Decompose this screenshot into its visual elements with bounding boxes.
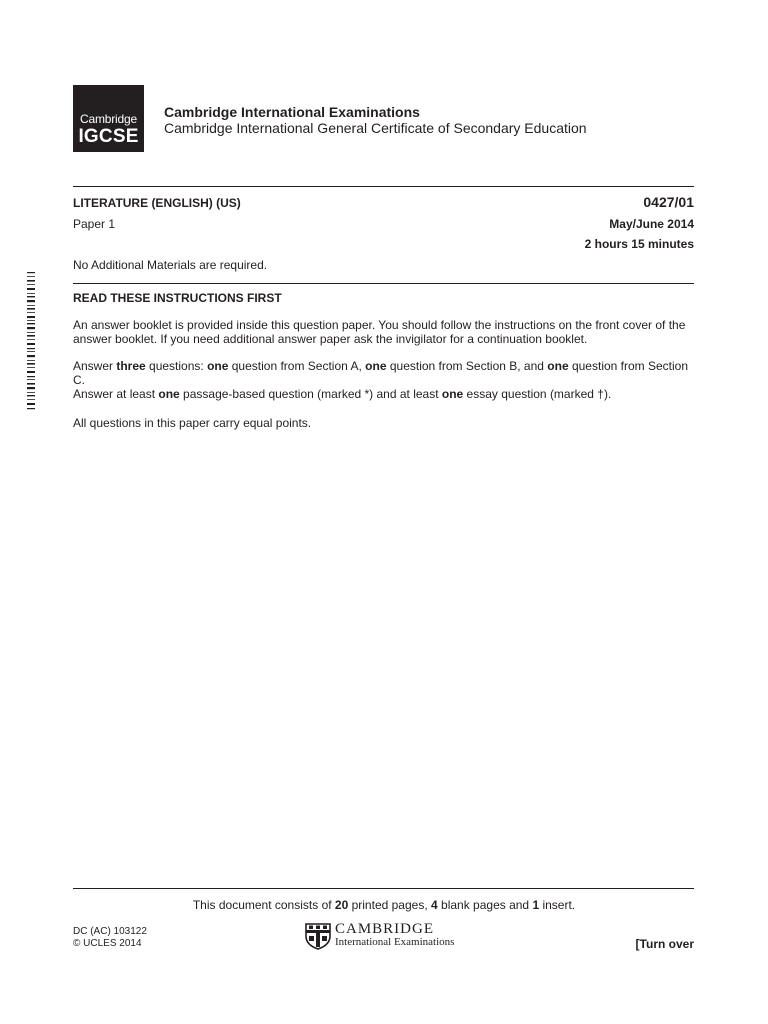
barcode-digit <box>27 382 36 391</box>
header-divider <box>73 186 694 187</box>
instructions-paragraph-points: All questions in this paper carry equal points. <box>73 416 312 430</box>
footer-divider <box>73 888 694 889</box>
instructions-paragraph-booklet: An answer booklet is provided inside this question paper. You should follow the instructions on the front cover of the answer booklet. If you need additional answer paper ask the invigilator for a continuation booklet. <box>73 318 686 346</box>
text-run: This document consists of <box>192 898 335 912</box>
text-run: question from Section B, and <box>386 359 548 373</box>
cambridge-igcse-logo <box>73 85 144 152</box>
barcode-digit <box>27 355 36 364</box>
copyright-notice: © UCLES 2014 <box>73 938 142 949</box>
document-summary <box>0 898 768 912</box>
instructions-paragraph-answer <box>73 359 695 401</box>
board-title: Cambridge International Examinations <box>164 104 420 120</box>
text-run: blank pages and <box>437 898 533 912</box>
barcode-digits <box>27 272 36 410</box>
instructions-divider <box>73 283 694 284</box>
text-run: insert. <box>539 898 576 912</box>
text-run-bold: one <box>365 359 387 373</box>
text-run: Answer <box>73 359 117 373</box>
text-run-bold: one <box>158 387 180 401</box>
barcode-digit <box>27 272 36 281</box>
logo-line2: IGCSE <box>78 126 139 147</box>
cambridge-crest-icon <box>304 922 332 950</box>
barcode-digit <box>27 290 36 299</box>
text-run: question from Section A, <box>228 359 366 373</box>
text-run: questions: <box>145 359 208 373</box>
materials-note: No Additional Materials are required. <box>73 258 268 272</box>
text-run: passage-based question (marked *) and at least <box>179 387 442 401</box>
barcode-digit <box>27 281 36 290</box>
cambridge-wordmark-subtitle: International Examinations <box>335 936 455 948</box>
text-run: printed pages, <box>348 898 431 912</box>
cambridge-wordmark: CAMBRIDGE <box>335 921 435 937</box>
barcode-digit <box>27 364 36 373</box>
barcode-digit <box>27 392 36 401</box>
document-reference: DC (AC) 103122 <box>73 926 147 937</box>
barcode-digit <box>27 373 36 382</box>
printed-pages-count: 20 <box>334 898 349 912</box>
insert-count: 1 <box>532 898 540 912</box>
subject-title: LITERATURE (ENGLISH) (US) <box>73 196 241 210</box>
logo-line1: Cambridge <box>80 112 137 126</box>
text-run-bold: one <box>207 359 229 373</box>
barcode-digit <box>27 300 36 309</box>
paper-number: Paper 1 <box>73 217 116 231</box>
text-run: question from Section C. <box>73 359 689 387</box>
syllabus-code: 0427/01 <box>643 194 694 210</box>
barcode-digit <box>27 327 36 336</box>
exam-duration: 2 hours 15 minutes <box>584 237 694 251</box>
text-run-bold: one <box>547 359 569 373</box>
barcode-digit <box>27 336 36 345</box>
barcode-digit <box>27 318 36 327</box>
barcode-digit <box>27 346 36 355</box>
blank-pages-count: 4 <box>431 898 438 912</box>
qualification-title: Cambridge International General Certificate of Secondary Education <box>164 120 587 136</box>
exam-session: May/June 2014 <box>609 217 694 231</box>
barcode-digit <box>27 309 36 318</box>
text-run: Answer at least <box>73 387 159 401</box>
turn-over-note: [Turn over <box>635 937 694 951</box>
text-run: essay question (marked †). <box>463 387 612 401</box>
text-run-bold: one <box>441 387 464 401</box>
instructions-heading: READ THESE INSTRUCTIONS FIRST <box>73 291 282 305</box>
text-run-bold: three <box>116 359 146 373</box>
